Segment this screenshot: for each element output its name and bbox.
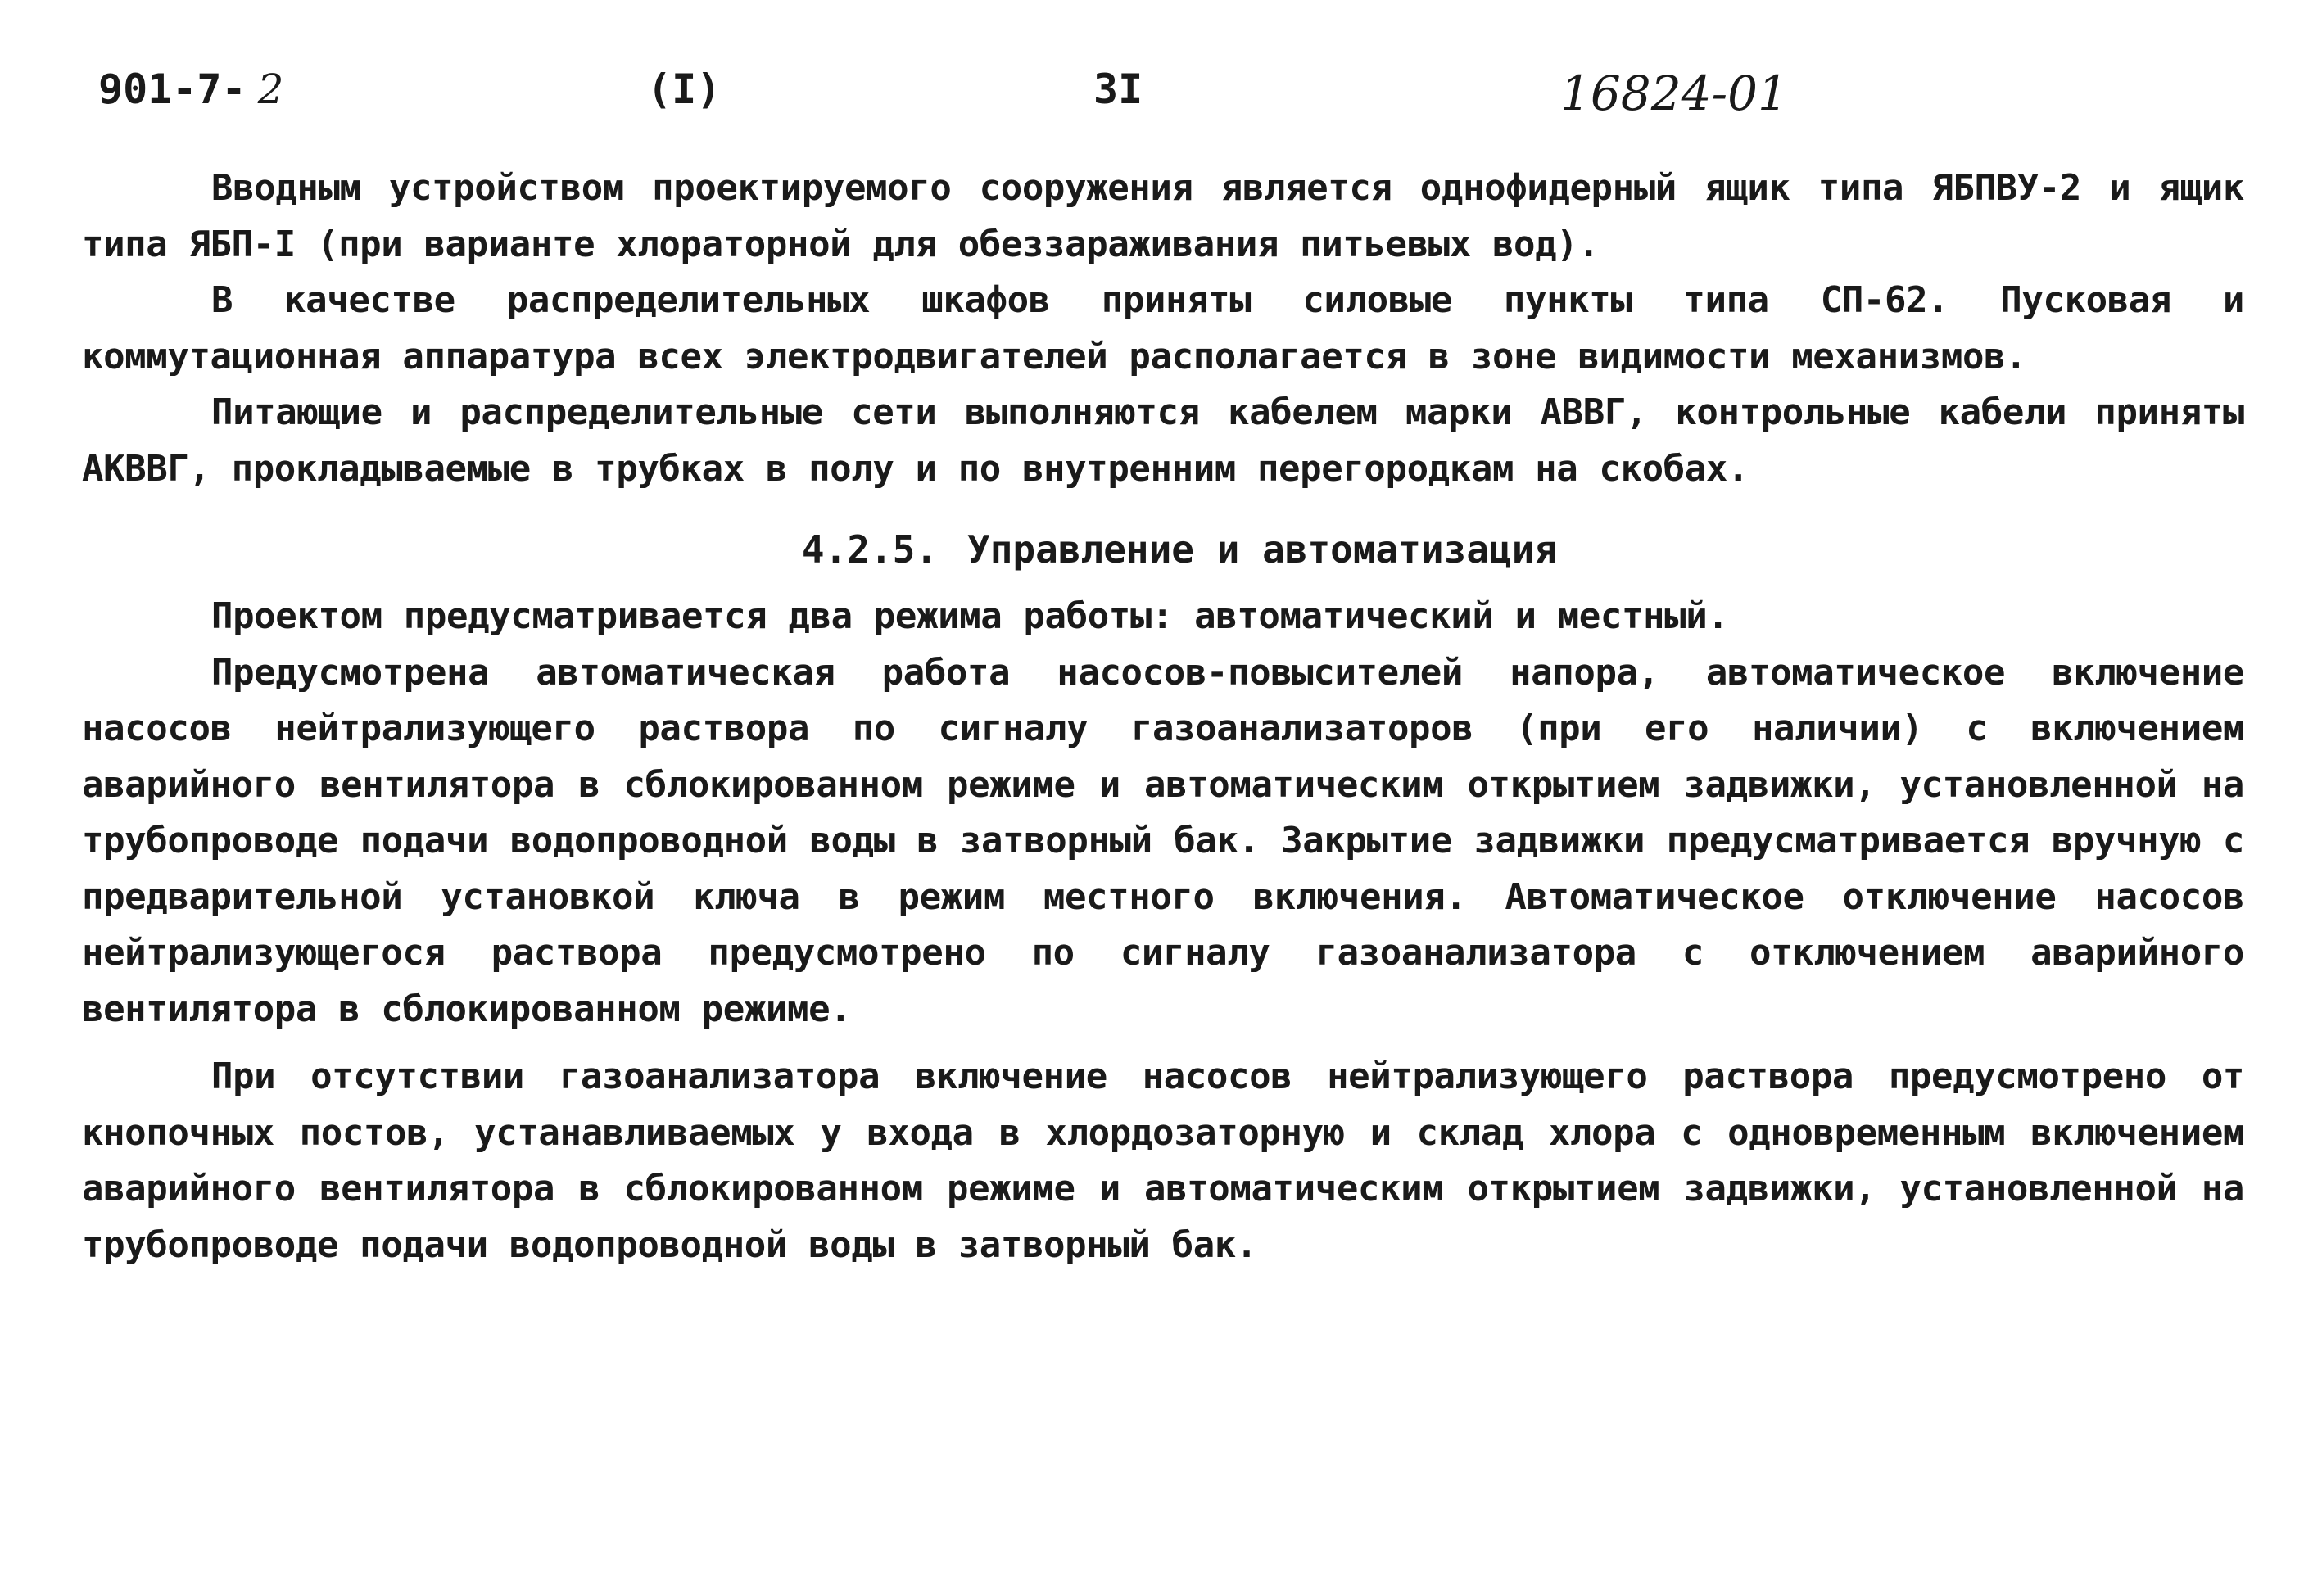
paragraph-input-device: Вводным устройством проектируемого сооружения является однофидерный ящик типа ЯБПВУ-2 и ящик типа ЯБП-I (при варианте хлораторной для обеззараживания питьевых вод). [82,167,2244,265]
paragraph-no-gas-analyzer: При отсутствии газоанализатора включение насосов нейтрализующего раствора предусмотрено от кнопочных постов, устанавливаемых у входа в хлордозаторную и склад хлора с одновременным включением аварийного вентилятора в сблокированном режиме и автоматическим открытием задвижки, установленной на трубопроводе подачи водопроводной воды в затворный бак. [82,1056,2244,1266]
document-series-handwritten: 2 [257,66,284,113]
page-number: 3I [1093,66,1143,113]
document-code-handwritten: 16824-01 [1560,66,1788,121]
document-series-printed: 901-7- [98,66,247,113]
section-heading [82,522,2244,577]
document-series [98,66,283,113]
document-part: (I) [647,66,722,113]
paragraph-gap [82,1038,2244,1049]
section-number: 4.2.5. [801,527,939,572]
paragraph-operating-modes: Проектом предусматривается два режима работы: автоматический и местный. [211,595,1729,637]
paragraph-distribution-cabinets: В качестве распределительных шкафов приняты силовые пункты типа СП-62. Пусковая и коммутационная аппаратура всех электродвигателей располагается в зоне видимости механизмов. [82,279,2244,378]
document-body [82,161,2244,1273]
paragraph-cables: Питающие и распределительные сети выполняются кабелем марки АВВГ, контрольные кабели приняты АКВВГ, прокладываемые в трубках в полу и по внутренним перегородкам на скобах. [82,391,2244,490]
page-header [0,66,2322,139]
section-title: Управление и автоматизация [967,527,1558,572]
paragraph-automatic-operation: Предусмотрена автоматическая работа насосов-повысителей напора, автоматическое включение насосов нейтрализующего раствора по сигналу газоанализаторов (при его наличии) с включением аварийного вентилятора в сблокированном режиме и автоматическим открытием задвижки, установленной на трубопроводе подачи водопроводной воды в затворный бак. Закрытие задвижки предусматривается вручную с предварительной установкой ключа в режим местного включения. Автоматическое отключение насосов нейтрализующегося раствора предусмотрено по сигналу газоанализатора с отключением аварийного вентилятора в сблокированном режиме. [82,651,2244,1030]
